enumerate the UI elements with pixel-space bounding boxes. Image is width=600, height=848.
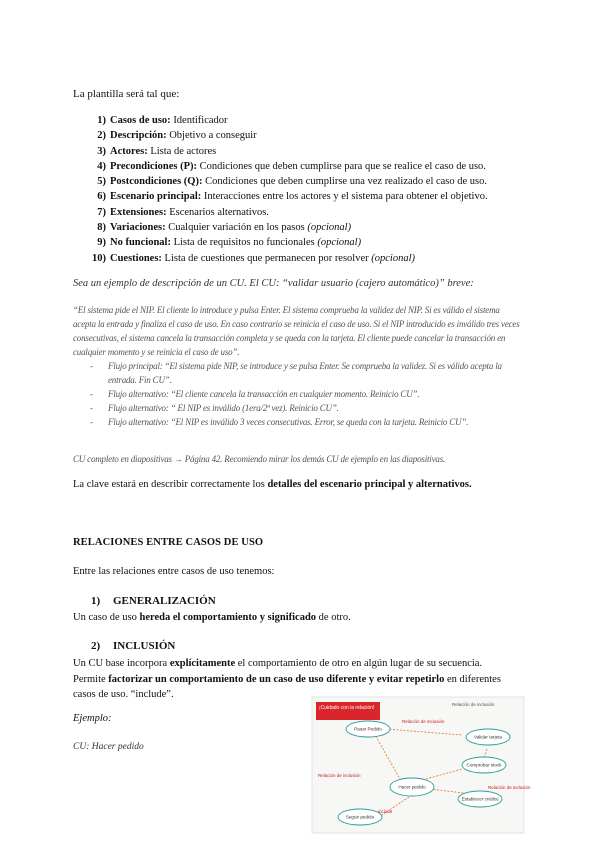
inclusion-p1-pre: Un CU base incorpora [73, 658, 170, 669]
diagram-red-note-left: Relación de inclusión [318, 773, 361, 778]
example-quote: “El sistema pide el NIP. El cliente lo introduce y pulsa Enter. El sistema comprueba la validez del NIP. Si es válido el sistema acepta la entrada y finaliza el caso de uso. En caso contrario se reinicia el caso de uso. Si el NIP introducido es inválido tres veces consecutivas, el sistema cancela la transacción completa y se queda con la tarjeta. El cliente puede cancelar la transacción en cualquier momento y se reinicia el caso de uso”. [73, 305, 520, 357]
inclusion-title: INCLUSIÓN [113, 640, 176, 652]
template-item [88, 128, 488, 143]
template-item [88, 251, 488, 266]
use-case-node-label: Hacer pedido [398, 784, 426, 790]
generalization-text-pre: Un caso de uso [73, 612, 140, 623]
flow-item: - Flujo principal: “El sistema pide NIP, se introduce y se pulsa Enter. Se comprueba la validez. Si es válido acepta la entrada. Fin CU”. [88, 359, 522, 387]
inclusion-text [73, 656, 525, 703]
cu-note: CU completo en diapositivas → Página 42. Recomiendo mirar los demás CU de ejemplo en las diapositivas. [73, 454, 446, 464]
diagram-red-note-bottom: include [378, 809, 393, 814]
template-item-desc: Cualquier variación en los pasos [165, 222, 308, 234]
section-title: RELACIONES ENTRE CASOS DE USO [73, 537, 264, 548]
template-item-desc: Escenarios alternativos. [166, 206, 269, 218]
generalization-text-bold: hereda el comportamiento y significado [139, 612, 317, 623]
template-item [88, 159, 488, 174]
template-item [88, 220, 488, 235]
template-item-optional: (opcional) [307, 222, 352, 234]
template-item-desc: Lista de cuestiones que permanecen por resolver [161, 252, 372, 264]
generalization-text-post: de otro. [316, 612, 351, 623]
template-item-number: 9) [97, 237, 106, 249]
template-item [88, 235, 488, 250]
generalization-text [73, 612, 351, 623]
diagram-banner-text: ¡Cuidado con la relación! [319, 705, 375, 711]
template-item-term: Casos de uso: [110, 115, 171, 126]
template-item-term: Extensiones: [110, 206, 167, 218]
template-item-number: 7) [97, 206, 106, 218]
template-item [88, 205, 488, 220]
template-item-term: Postcondiciones (Q): [110, 176, 203, 188]
diagram-red-note-top: Relación de inclusión [402, 719, 445, 724]
generalization-heading [91, 595, 216, 607]
template-item-optional: (opcional) [317, 237, 362, 249]
template-item [88, 174, 488, 189]
inclusion-p2-pre: Permite [73, 673, 109, 685]
example-label: Ejemplo: [73, 713, 112, 724]
template-item-desc: Lista de requisitos no funcionales [170, 237, 318, 249]
template-item-number: 5) [97, 176, 106, 188]
use-case-diagram-svg [312, 697, 531, 833]
template-item-term: Cuestiones: [110, 252, 162, 264]
diagram-top-note: Relación de inclusión [452, 702, 495, 707]
template-item-desc: Objetivo a conseguir [166, 130, 257, 142]
key-sentence [73, 479, 472, 490]
flow-item: - Flujo alternativo: “El NIP es inválido 3 veces consecutivas. Error, se queda con la tarjeta. Reinicio CU”. [88, 415, 522, 429]
key-sentence-bold: detalles del escenario principal y alternativos. [267, 479, 472, 490]
template-item-term: Precondiciones (P): [110, 160, 197, 172]
template-item-term: Variaciones: [110, 222, 166, 234]
template-item [88, 113, 488, 128]
template-item-term: Actores: [110, 145, 148, 157]
template-item-term: Descripción: [110, 130, 167, 142]
template-item-desc: Identificador [170, 115, 228, 126]
template-item-desc: Condiciones que deben cumplirse para que se realice el caso de uso. [197, 160, 486, 172]
diagram-red-note-right: Relación de inclusión [488, 785, 531, 790]
use-case-node-label: Pasar Pedido [354, 726, 382, 732]
use-case-node-label: Comprobar stock [466, 762, 502, 768]
template-item-desc: Interacciones entre los actores y el sistema para obtener el objetivo. [201, 191, 488, 203]
use-case-node-label: Establecer crédito [461, 796, 499, 802]
flows-list [88, 359, 522, 429]
key-sentence-pre: La clave estará en describir correctamente los [73, 479, 268, 490]
template-item-desc: Condiciones que deben cumplirse una vez realizado el caso de uso. [202, 176, 488, 188]
inclusion-p1-post: el comportamiento de otro en algún lugar de su secuencia. [235, 658, 483, 669]
generalization-number: 1) [91, 595, 101, 607]
template-item-number: 10) [92, 252, 106, 264]
template-item-number: 1) [97, 115, 106, 126]
template-item-number: 8) [97, 222, 106, 234]
inclusion-number: 2) [91, 640, 101, 652]
use-case-diagram [312, 697, 531, 833]
inclusion-p2-bold: factorizar un comportamiento de un caso de uso diferente y evitar repetirlo [108, 673, 445, 685]
template-item-number: 6) [97, 191, 106, 203]
flow-item: - Flujo alternativo: “El cliente cancela la transacción en cualquier momento. Reinicio CU”. [88, 387, 522, 401]
template-item-optional: (opcional) [371, 252, 416, 264]
example-title: Sea un ejemplo de descripción de un CU. El CU: “validar usuario (cajero automático)” breve: [73, 278, 474, 289]
template-item-number: 3) [97, 145, 106, 157]
template-list [88, 113, 488, 266]
inclusion-p1-bold: explícitamente [169, 658, 236, 669]
template-item-term: Escenario principal: [110, 191, 202, 203]
generalization-title: GENERALIZACIÓN [113, 595, 216, 607]
inclusion-heading [91, 640, 175, 652]
use-case-node-label: Validar tarjeta [473, 734, 503, 740]
flow-item: - Flujo alternativo: “ El NIP es inválido (1era/2ª vez). Reinicio CU”. [88, 401, 522, 415]
template-item-number: 4) [97, 160, 106, 172]
use-case-node-label: Seguir pedido [345, 814, 375, 820]
template-item [88, 189, 488, 204]
template-intro: La plantilla será tal que: [73, 88, 180, 100]
inclusion-p2-post: en diferentes casos de uso. “include”. [73, 673, 501, 700]
template-item-number: 2) [97, 130, 106, 142]
example-cu: CU: Hacer pedido [73, 742, 144, 752]
template-item [88, 144, 488, 159]
template-item-term: No funcional: [110, 237, 171, 249]
relations-intro: Entre las relaciones entre casos de uso tenemos: [73, 566, 275, 577]
template-item-desc: Lista de actores [147, 145, 217, 157]
